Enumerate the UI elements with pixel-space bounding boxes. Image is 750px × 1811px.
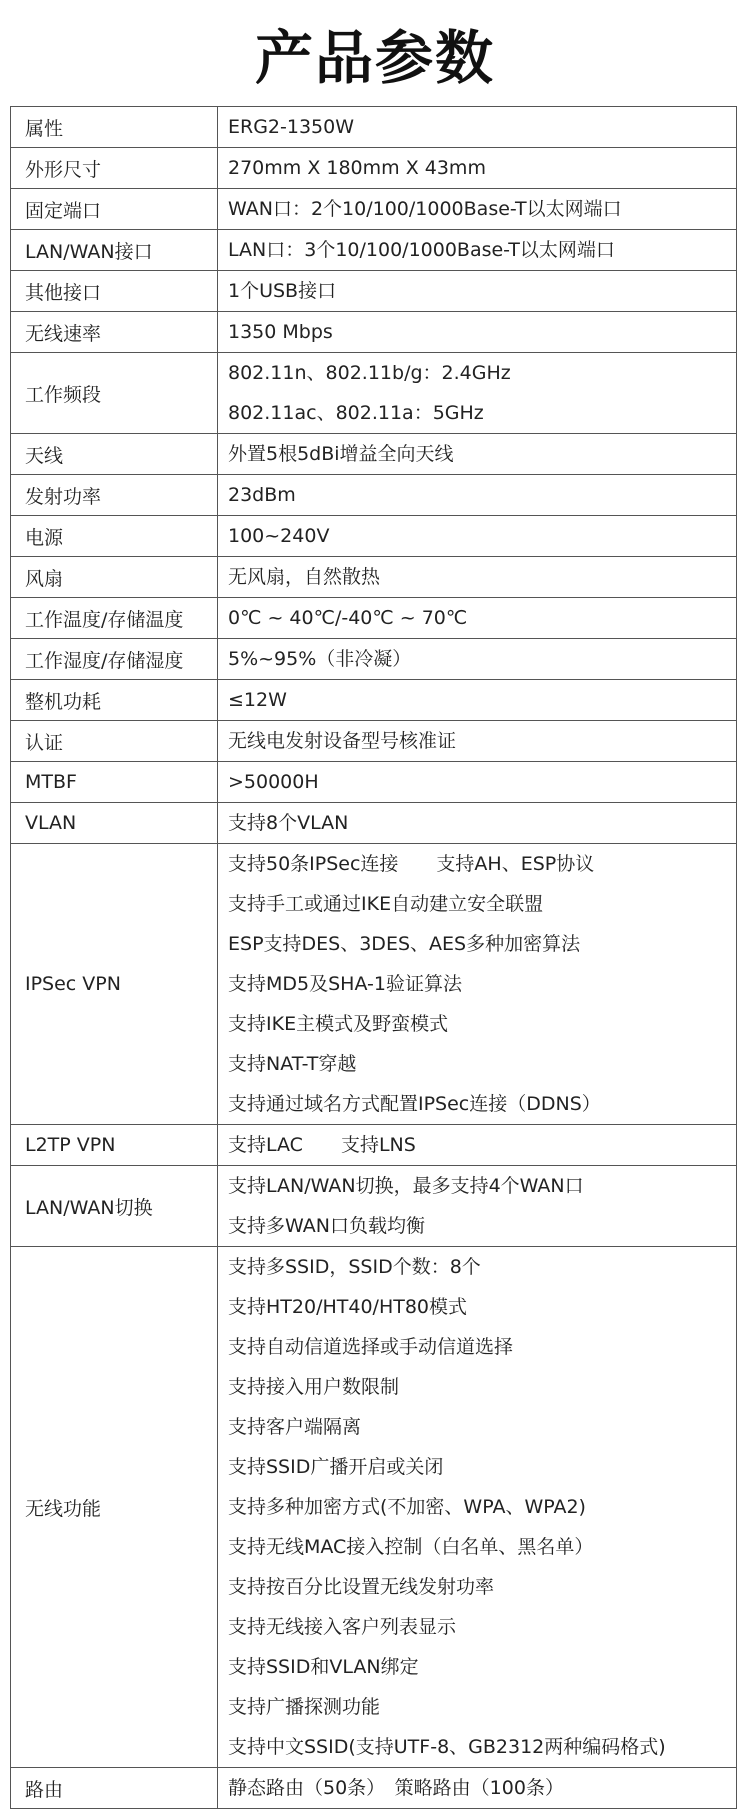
- spec-row: [11, 762, 737, 803]
- spec-value-line: LAN口：3个10/100/1000Base-T以太网端口: [228, 239, 615, 261]
- spec-value: [218, 803, 737, 844]
- spec-value-line: 支持手工或通过IKE自动建立安全联盟: [228, 893, 544, 915]
- spec-row: [11, 189, 737, 230]
- spec-value-line: 支持LAC 支持LNS: [228, 1134, 416, 1156]
- spec-value-line: >50000H: [228, 771, 319, 793]
- spec-row: [11, 516, 737, 557]
- spec-value-line: 1个USB接口: [228, 280, 337, 302]
- spec-row: [11, 1166, 737, 1247]
- spec-value-line: 支持IKE主模式及野蛮模式: [228, 1013, 449, 1035]
- spec-value-line: 支持自动信道选择或手动信道选择: [228, 1336, 514, 1358]
- spec-label: L2TP VPN: [11, 1125, 218, 1166]
- spec-label: 无线功能: [11, 1247, 218, 1768]
- spec-value-line: 支持中文SSID(支持UTF-8、GB2312两种编码格式): [228, 1736, 666, 1758]
- spec-label: 固定端口: [11, 189, 218, 230]
- page-title: 产品参数: [254, 24, 495, 92]
- spec-value-line: 0℃ ~ 40℃/-40℃ ~ 70℃: [228, 607, 468, 629]
- spec-row: [11, 353, 737, 434]
- spec-label: 无线速率: [11, 312, 218, 353]
- spec-label: 风扇: [11, 557, 218, 598]
- spec-value-line: 支持通过域名方式配置IPSec连接（DDNS）: [228, 1093, 601, 1115]
- spec-row: [11, 230, 737, 271]
- spec-label: 工作频段: [11, 353, 218, 434]
- spec-value-line: 802.11n、802.11b/g：2.4GHz: [228, 362, 511, 384]
- spec-value: [218, 639, 737, 680]
- spec-value-line: ESP支持DES、3DES、AES多种加密算法: [228, 933, 581, 955]
- spec-value-line: ≤12W: [228, 689, 287, 711]
- spec-label: LAN/WAN切换: [11, 1166, 218, 1247]
- spec-label: 属性: [11, 107, 218, 148]
- spec-row: [11, 1247, 737, 1768]
- spec-row: [11, 844, 737, 1125]
- spec-label: 工作温度/存储温度: [11, 598, 218, 639]
- spec-value: [218, 1247, 737, 1768]
- spec-value-line: 支持接入用户数限制: [228, 1376, 400, 1398]
- spec-value-line: 静态路由（50条） 策略路由（100条）: [228, 1777, 564, 1799]
- spec-row: [11, 148, 737, 189]
- spec-row: [11, 598, 737, 639]
- spec-row: [11, 434, 737, 475]
- spec-value-line: 802.11ac、802.11a：5GHz: [228, 402, 484, 424]
- spec-row: [11, 803, 737, 844]
- spec-value-line: 支持SSID和VLAN绑定: [228, 1656, 419, 1678]
- spec-value: [218, 1768, 737, 1809]
- spec-value: [218, 1166, 737, 1247]
- spec-row: [11, 557, 737, 598]
- spec-value-line: 支持MD5及SHA-1验证算法: [228, 973, 462, 995]
- spec-table: [10, 106, 737, 1809]
- spec-row: [11, 107, 737, 148]
- spec-label: 外形尺寸: [11, 148, 218, 189]
- spec-value-line: 23dBm: [228, 484, 296, 506]
- spec-value: [218, 557, 737, 598]
- spec-value-line: ERG2-1350W: [228, 116, 355, 138]
- spec-label: 天线: [11, 434, 218, 475]
- spec-label: 认证: [11, 721, 218, 762]
- spec-label: VLAN: [11, 803, 218, 844]
- spec-value-line: 支持按百分比设置无线发射功率: [228, 1576, 495, 1598]
- spec-value: [218, 680, 737, 721]
- spec-value: [218, 189, 737, 230]
- spec-label: IPSec VPN: [11, 844, 218, 1125]
- spec-value: [218, 844, 737, 1125]
- spec-value: [218, 230, 737, 271]
- spec-row: [11, 312, 737, 353]
- spec-value-line: 无风扇，自然散热: [228, 566, 381, 588]
- spec-value-line: WAN口：2个10/100/1000Base-T以太网端口: [228, 198, 622, 220]
- spec-value-line: 无线电发射设备型号核准证: [228, 730, 457, 752]
- spec-value-line: 外置5根5dBi增益全向天线: [228, 443, 454, 465]
- spec-value: [218, 475, 737, 516]
- spec-value-line: 支持多WAN口负载均衡: [228, 1215, 425, 1237]
- spec-row: [11, 639, 737, 680]
- spec-table-body: [11, 107, 737, 1809]
- spec-value-line: 1350 Mbps: [228, 321, 333, 343]
- spec-label: 电源: [11, 516, 218, 557]
- spec-value: [218, 148, 737, 189]
- spec-value-line: 270mm X 180mm X 43mm: [228, 157, 486, 179]
- spec-value-line: 支持50条IPSec连接 支持AH、ESP协议: [228, 853, 595, 875]
- spec-label: 发射功率: [11, 475, 218, 516]
- spec-label: LAN/WAN接口: [11, 230, 218, 271]
- spec-value: [218, 721, 737, 762]
- spec-label: MTBF: [11, 762, 218, 803]
- spec-row: [11, 271, 737, 312]
- spec-value-line: 100~240V: [228, 525, 330, 547]
- spec-value-line: 支持无线MAC接入控制（白名单、黑名单）: [228, 1536, 594, 1558]
- spec-value: [218, 762, 737, 803]
- spec-value: [218, 353, 737, 434]
- spec-value-line: 支持客户端隔离: [228, 1416, 362, 1438]
- spec-value: [218, 434, 737, 475]
- spec-value: [218, 107, 737, 148]
- spec-label: 工作湿度/存储湿度: [11, 639, 218, 680]
- spec-value-line: 支持广播探测功能: [228, 1696, 381, 1718]
- spec-value-line: 支持NAT-T穿越: [228, 1053, 357, 1075]
- spec-value-line: 支持多种加密方式(不加密、WPA、WPA2): [228, 1496, 586, 1518]
- spec-row: [11, 475, 737, 516]
- spec-label: 其他接口: [11, 271, 218, 312]
- spec-value: [218, 516, 737, 557]
- spec-label: 路由: [11, 1768, 218, 1809]
- spec-label: 整机功耗: [11, 680, 218, 721]
- spec-value-line: 支持SSID广播开启或关闭: [228, 1456, 444, 1478]
- spec-value: [218, 271, 737, 312]
- spec-row: [11, 680, 737, 721]
- spec-value: [218, 1125, 737, 1166]
- spec-value: [218, 312, 737, 353]
- spec-row: [11, 1768, 737, 1809]
- spec-value-line: 支持8个VLAN: [228, 812, 349, 834]
- spec-value-line: 支持LAN/WAN切换，最多支持4个WAN口: [228, 1175, 584, 1197]
- spec-value-line: 支持多SSID，SSID个数：8个: [228, 1256, 481, 1278]
- spec-value-line: 5%~95%（非冷凝）: [228, 648, 412, 670]
- spec-value-line: 支持HT20/HT40/HT80模式: [228, 1296, 468, 1318]
- spec-row: [11, 721, 737, 762]
- spec-value: [218, 598, 737, 639]
- spec-row: [11, 1125, 737, 1166]
- spec-value-line: 支持无线接入客户列表显示: [228, 1616, 457, 1638]
